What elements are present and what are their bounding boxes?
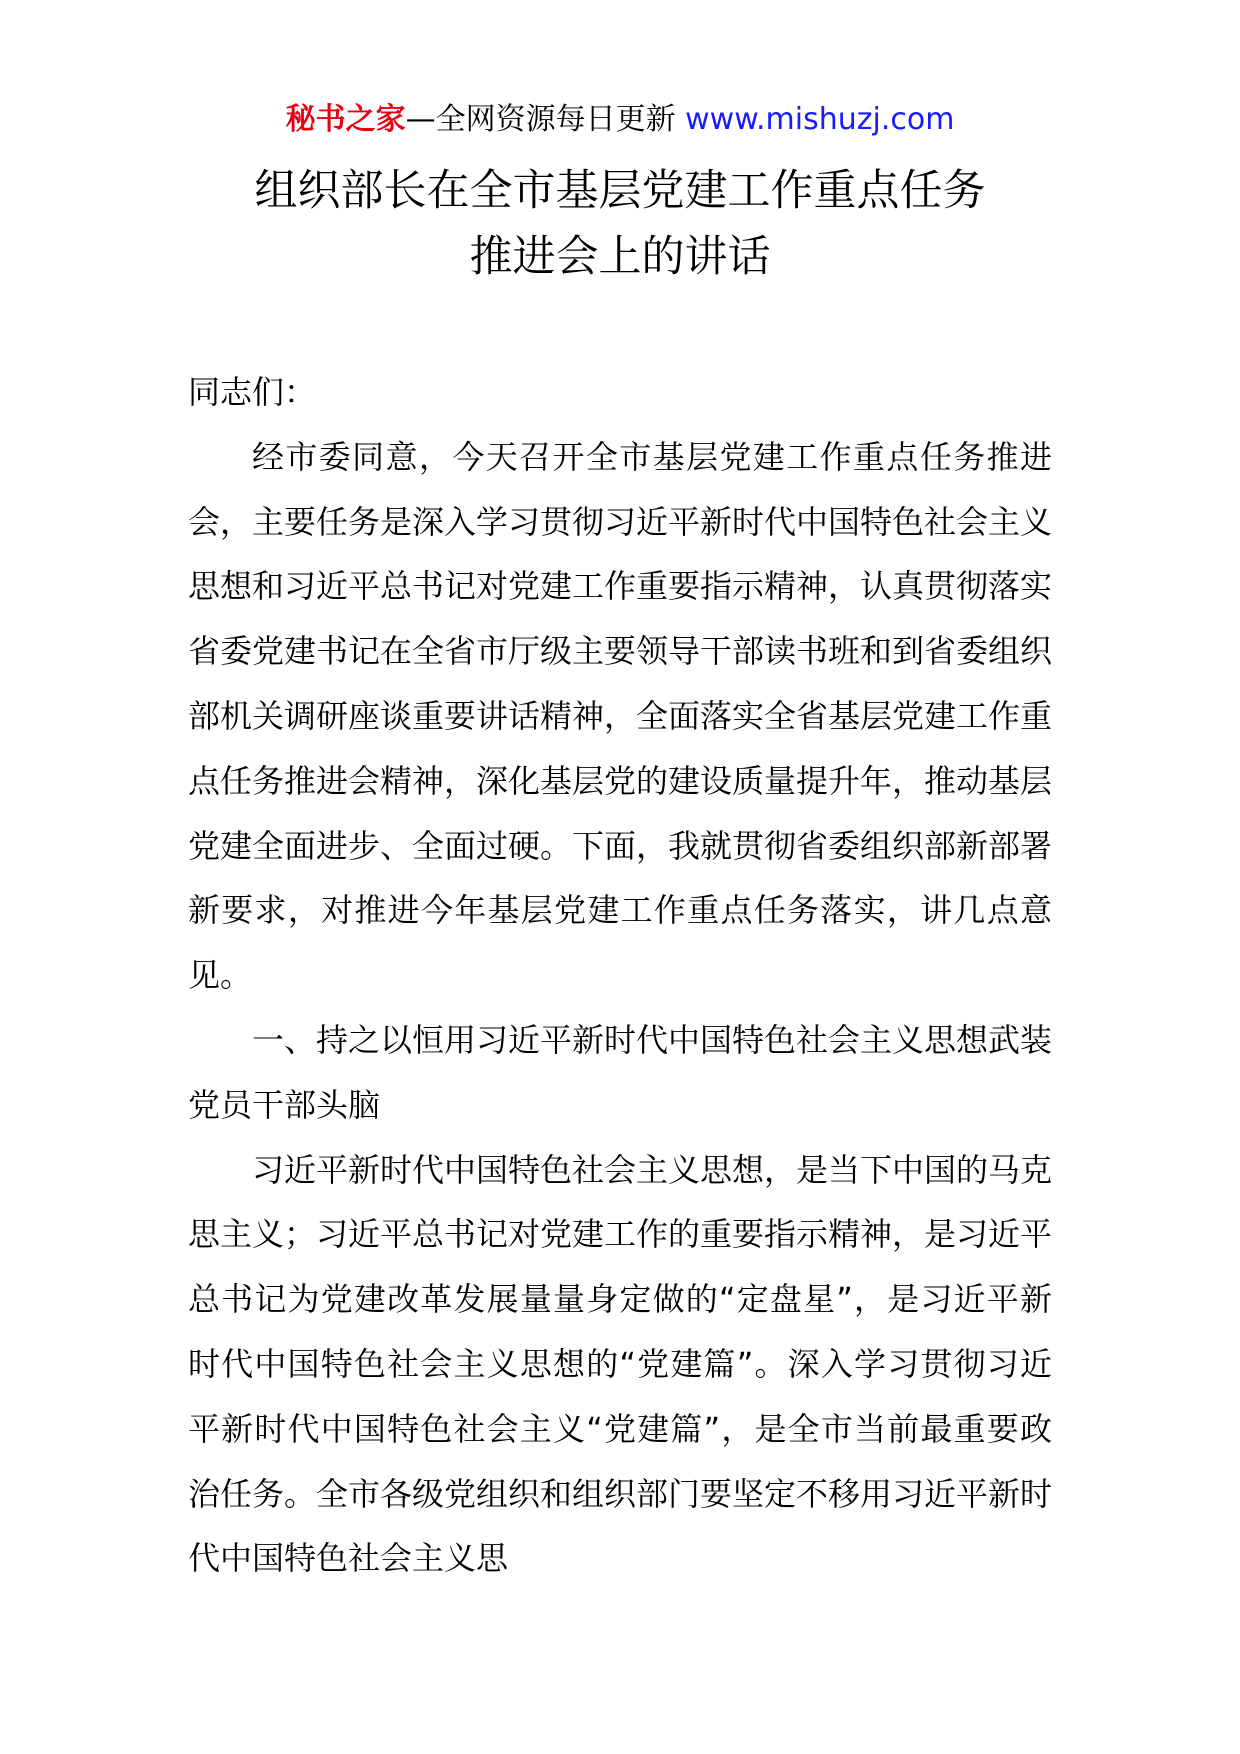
paragraph-section-1: 习近平新时代中国特色社会主义思想，是当下中国的马克思主义；习近平总书记对党建工作的重要指示精神，是习近平总书记为党建改革发展量量身定做的“定盘星”，是习近平新时代中国特色社会主义思想的“党建篇”。深入学习贯彻习近平新时代中国特色社会主义“党建篇”，是全市当前最重要政治任务。全市各级党组织和组织部门要坚定不移用习近平新时代中国特色社会主义思: [188, 1150, 1053, 1578]
salutation: 同志们：: [188, 373, 317, 411]
document-title-line-2: 推进会上的讲话: [469, 232, 771, 282]
banner-brand: 秘书之家: [285, 102, 406, 137]
document-body: [188, 360, 1052, 1591]
section-heading-1: 一、持之以恒用习近平新时代中国特色社会主义思想武装党员干部头脑: [188, 1020, 1053, 1124]
paragraph-intro: 经市委同意，今天召开全市基层党建工作重点任务推进会，主要任务是深入学习贯彻习近平新时代中国特色社会主义思想和习近平总书记对党建工作重要指示精神，认真贯彻落实省委党建书记在全省市厅级主要领导干部读书班和到省委组织部机关调研座谈重要讲话精神，全面落实全省基层党建工作重点任务推进会精神，深化基层党的建设质量提升年，推动基层党建全面进步、全面过硬。下面，我就贯彻省委组织部新部署新要求，对推进今年基层党建工作重点任务落实，讲几点意见。: [188, 437, 1053, 995]
source-banner: [0, 100, 1240, 140]
document-title-line-1: 组织部长在全市基层党建工作重点任务: [254, 166, 986, 216]
banner-url-link[interactable]: www.mishuzj.com: [685, 102, 955, 137]
banner-slogan: —全网资源每日更新: [405, 102, 686, 137]
